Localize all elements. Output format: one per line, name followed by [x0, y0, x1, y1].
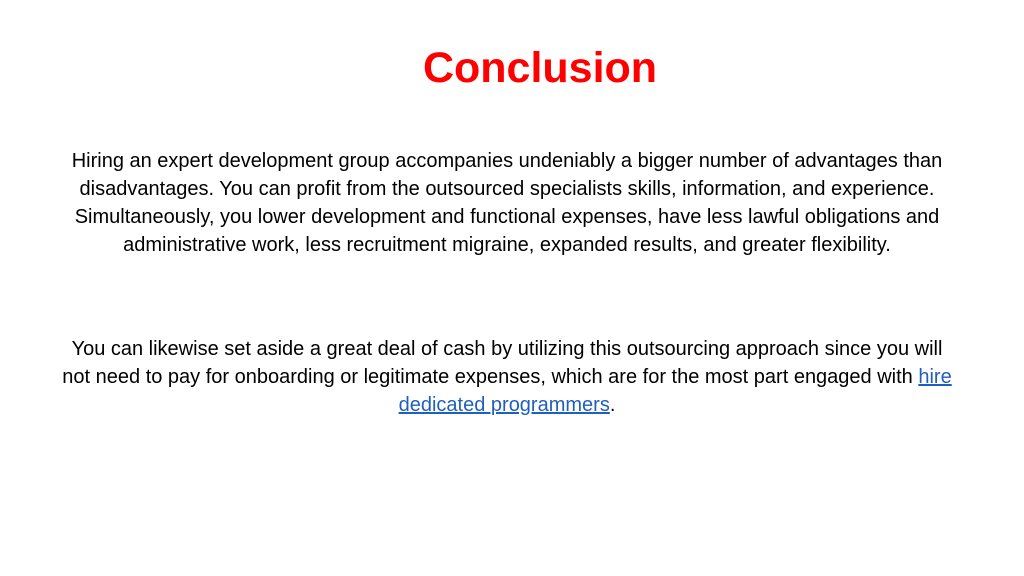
- conclusion-paragraph-1: Hiring an expert development group accompanies undeniably a bigger number of advantages than disadvantages. You can profit from the outsourced specialists skills, information, and experience. Simultaneously, you lower development and functional expenses, have less lawful obligations and administrative work, less recruitment migraine, expanded results, and greater flexibility.: [71, 150, 943, 256]
- paragraph-2-text: You can likewise set aside a great deal of cash by utilizing this outsourcing approach since you will not need to pay for onboarding or legitimate expenses, which are for the most part engaged with: [62, 338, 943, 388]
- hire-dedicated-programmers-link[interactable]: hire dedicated programmers: [398, 366, 952, 416]
- paragraph-2-period: .: [609, 394, 616, 416]
- slide-title: Conclusion: [422, 44, 658, 92]
- conclusion-paragraph-2: [55, 335, 959, 419]
